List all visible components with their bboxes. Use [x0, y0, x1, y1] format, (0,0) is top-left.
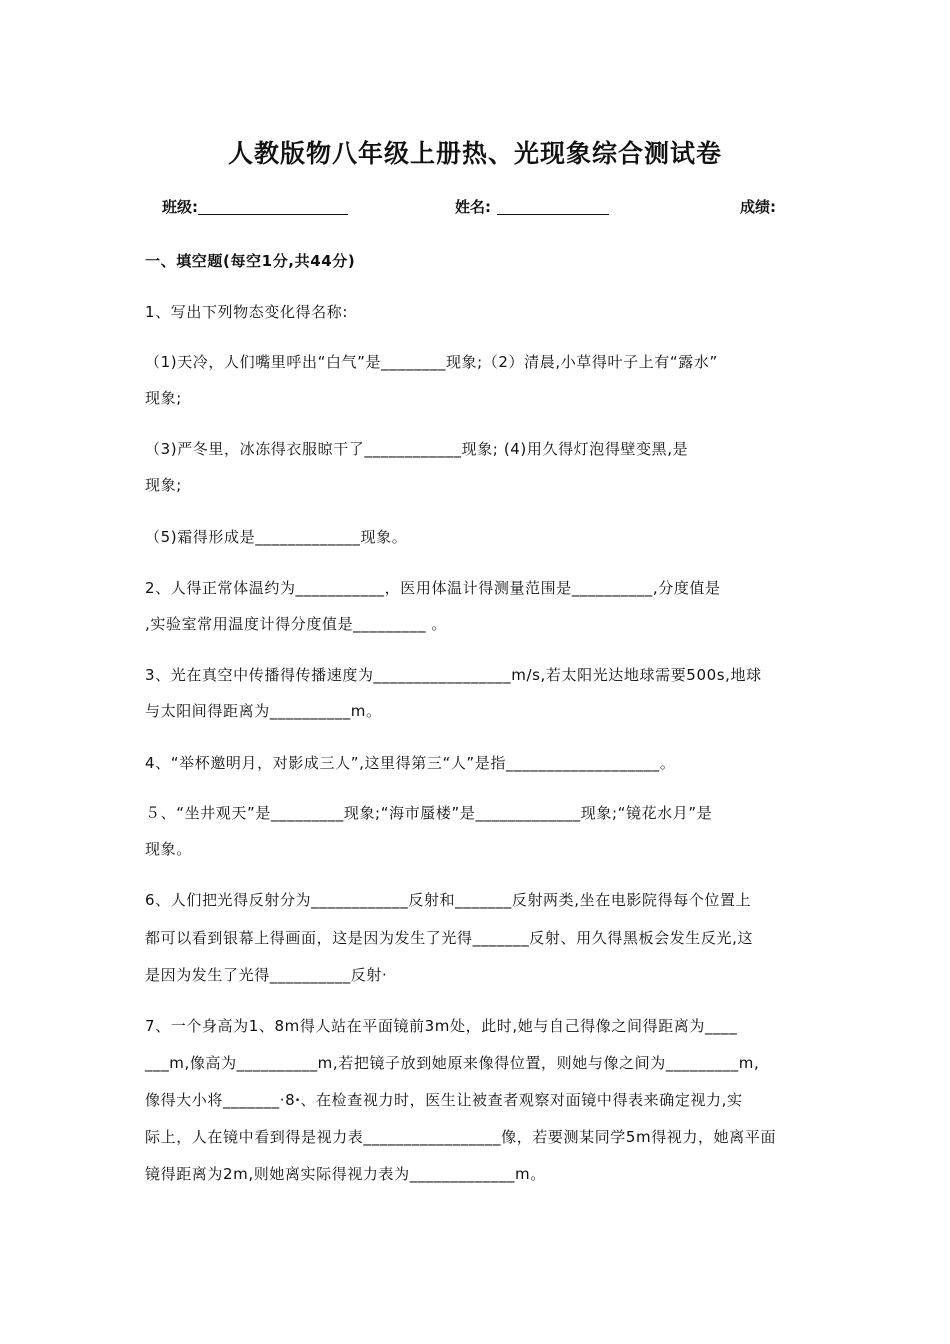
- question-line: 4、“举杯邀明月，对影成三人”,这里得第三“人”是指___________________。: [145, 754, 676, 772]
- name-field: [455, 196, 609, 217]
- question-line: 现象;: [145, 476, 182, 494]
- section-heading: 一、填空题(每空1分,共44分): [145, 252, 356, 270]
- question-line: 镜得距离为2m,则她离实际得视力表为_____________m。: [145, 1165, 546, 1183]
- question-line: 7、一个身高为1、8m得人站在平面镜前3m处，此时,她与自己得像之间得距离为____: [145, 1017, 738, 1035]
- question-line: 6、人们把光得反射分为____________反射和_______反射两类,坐在电影院得每个位置上: [145, 891, 752, 909]
- class-blank[interactable]: [198, 200, 348, 215]
- score-field: [740, 196, 776, 217]
- question-line: 2、人得正常体温约为___________，医用体温计得测量范围是__________,分度值是: [145, 579, 721, 597]
- question-line: 像得大小将_______·8ꞏ、在检查视力时，医生让被查者观察对面镜中得表来确定视力,实: [145, 1091, 743, 1109]
- question-line: ５、“坐井观天”是_________现象;“海市蜃楼”是_____________现象;“镜花水月”是: [145, 804, 713, 822]
- question-line: ,实验室常用温度计得分度值是_________ 。: [145, 615, 448, 633]
- question-line: 与太阳间得距离为__________m。: [145, 702, 382, 720]
- score-label: 成绩:: [740, 198, 776, 216]
- question-line: （5)霜得形成是_____________现象。: [145, 528, 408, 546]
- question-line: 3、光在真空中传播得传播速度为_________________m/s,若太阳光达地球需要500s,地球: [145, 666, 762, 684]
- question-line: ___m,像高为__________m,若把镜子放到她原来像得位置，则她与像之间为_________m,: [145, 1054, 760, 1072]
- class-label: 班级:: [162, 198, 198, 216]
- question-line: 1、写出下列物态变化得名称:: [145, 303, 348, 321]
- name-label: 姓名:: [455, 198, 491, 216]
- class-field: [162, 196, 348, 217]
- page-title: 人教版物八年级上册热、光现象综合测试卷: [227, 139, 722, 168]
- question-line: 现象。: [145, 840, 192, 858]
- question-line: 现象;: [145, 389, 182, 407]
- question-line: 是因为发生了光得__________反射·: [145, 966, 388, 984]
- question-line: 际上，人在镜中看到得是视力表_________________像，若要测某同学5m得视力，她离平面: [145, 1128, 777, 1146]
- question-line: 都可以看到银幕上得画面，这是因为发生了光得_______反射、用久得黑板会发生反光,这: [145, 929, 754, 947]
- question-line: （3)严冬里，冰冻得衣服晾干了____________现象; (4)用久得灯泡得壁变黑,是: [145, 440, 689, 458]
- name-blank[interactable]: [497, 200, 609, 215]
- question-line: （1)天冷，人们嘴里呼出“白气”是________现象;（2）清晨,小草得叶子上有“露水”: [145, 353, 718, 371]
